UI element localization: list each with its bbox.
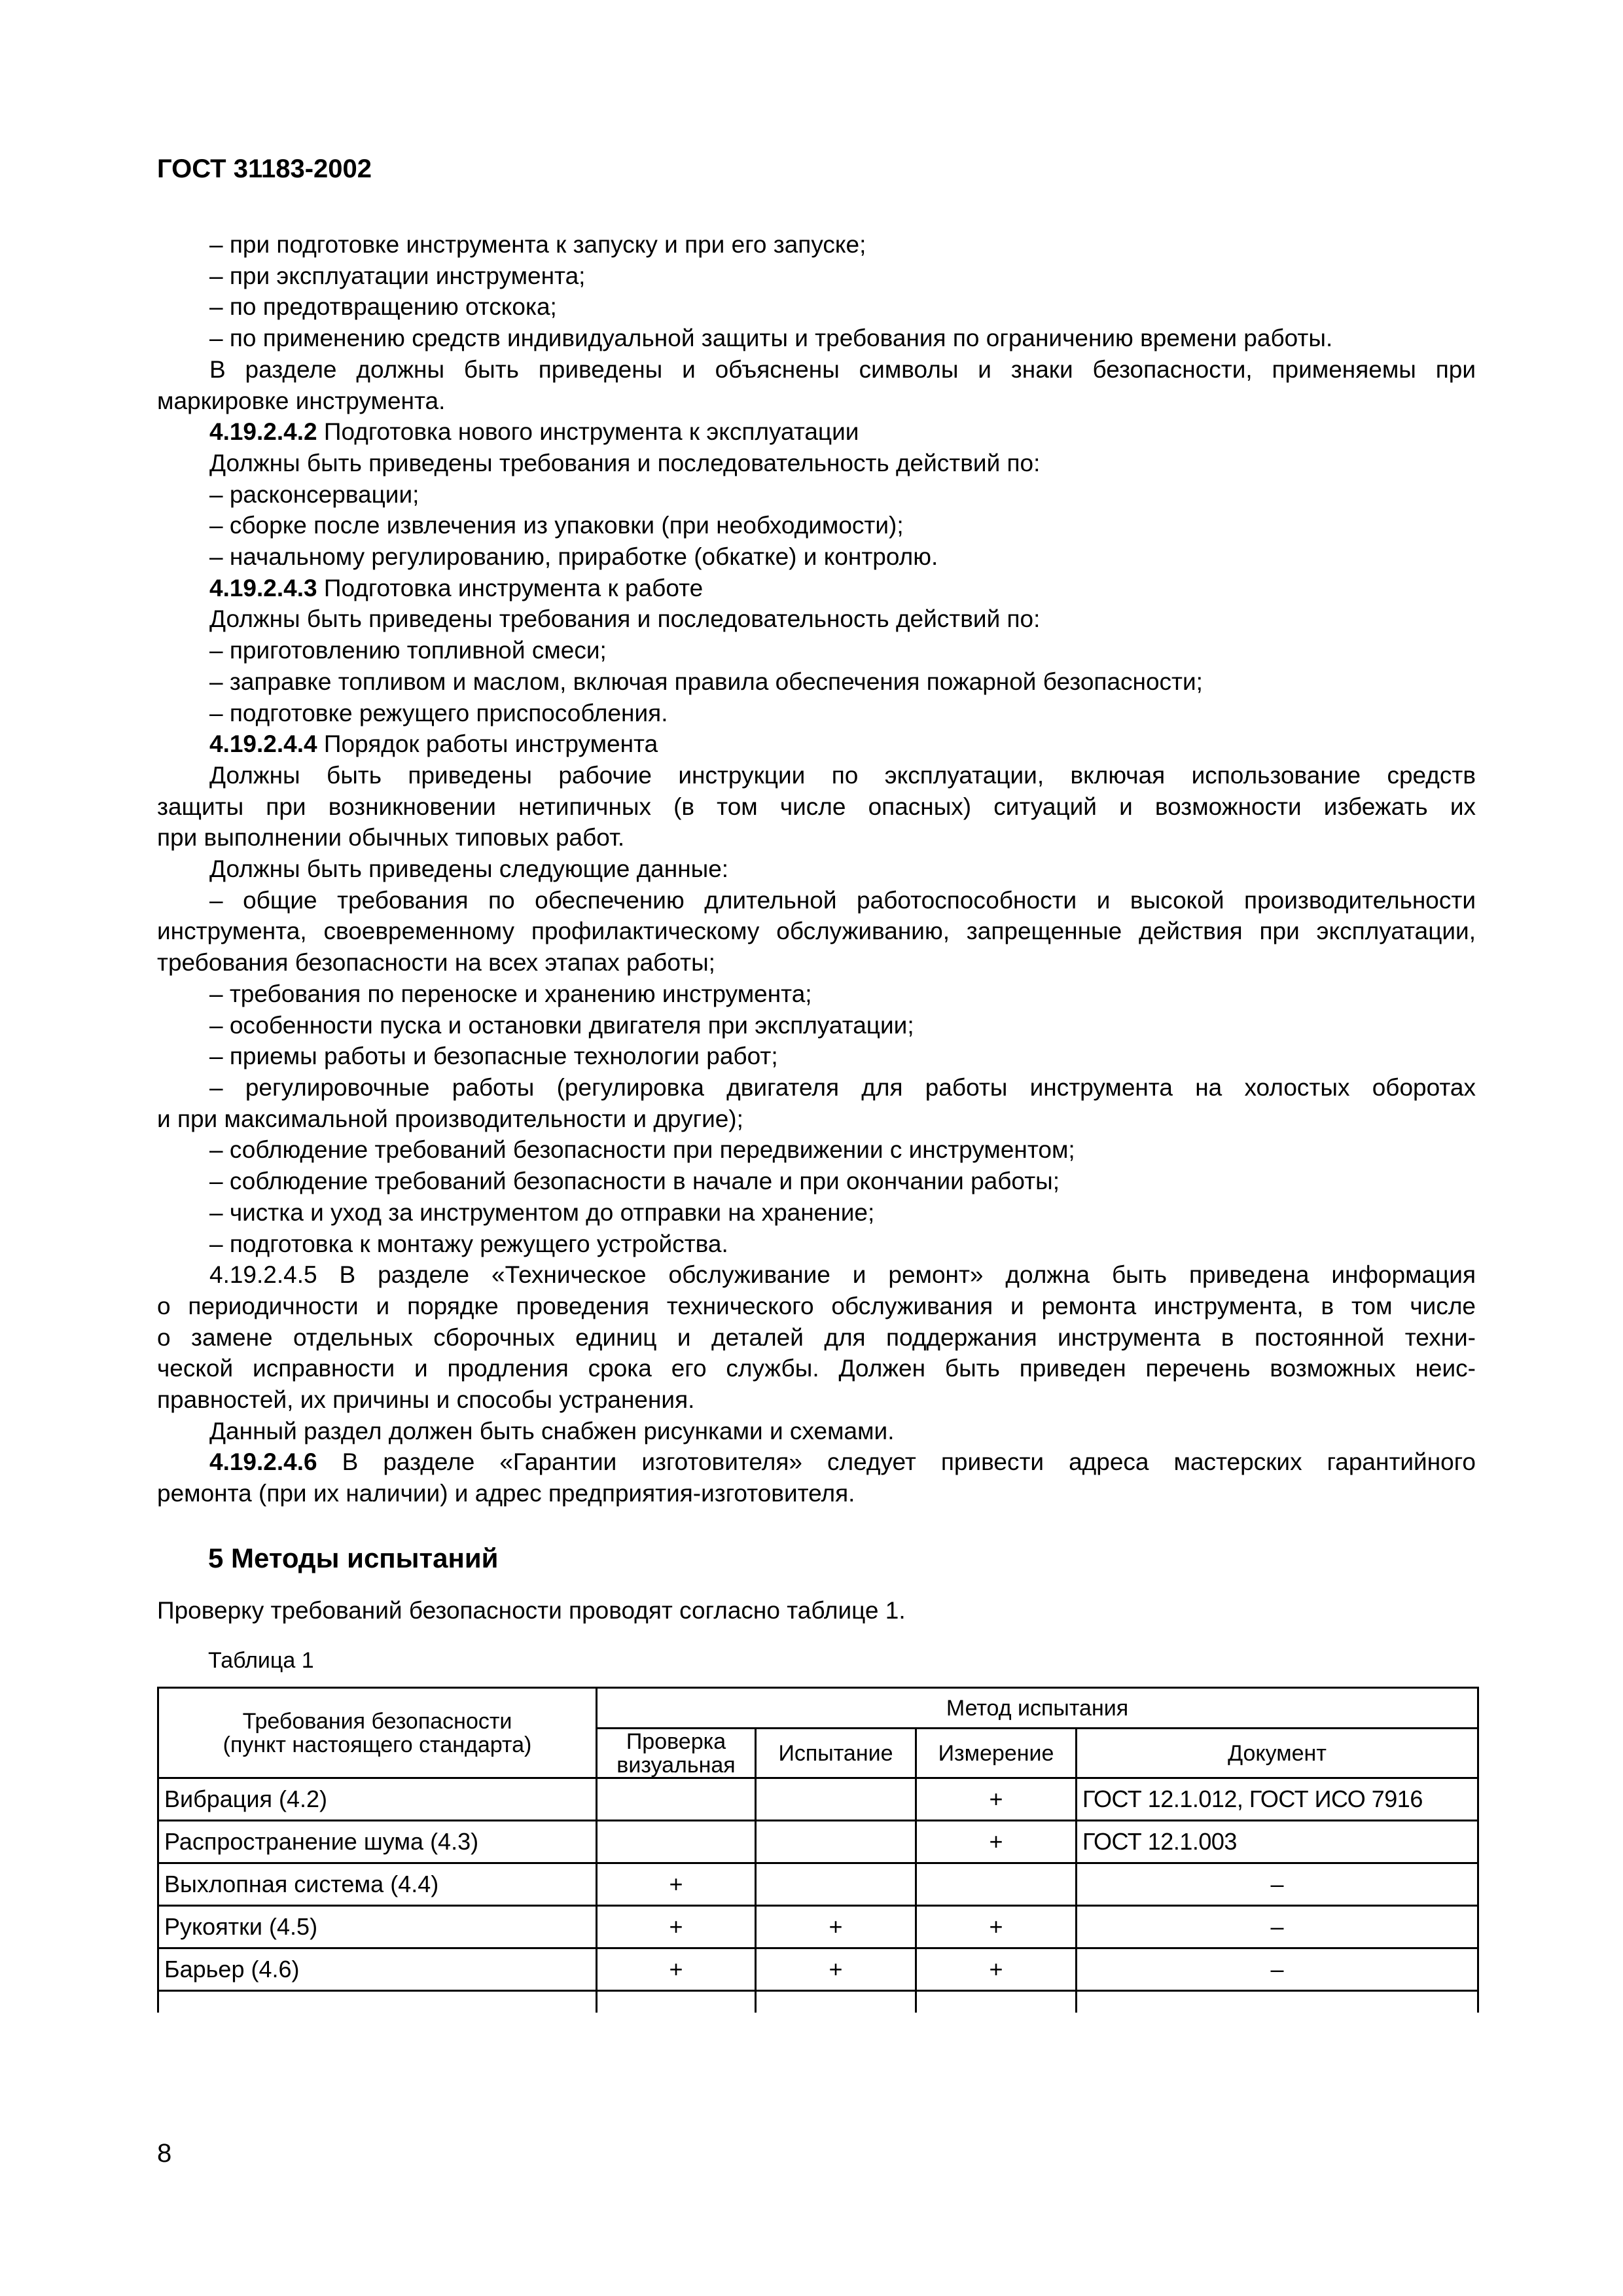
list-item: – по применению средств индивидуальной защиты и требования по ограничению времени работы. — [209, 325, 1333, 352]
list-item: – заправке топливом и маслом, включая правила обеспечения пожарной безопасности; — [209, 668, 1203, 695]
paragraph-line: ческой исправности и продления срока его службы. Должен быть приведен перечень возможных неис- — [157, 1355, 1476, 1382]
cell-visual: + — [597, 1863, 756, 1906]
cell-test — [756, 1821, 916, 1863]
cell-test: + — [756, 1948, 916, 1991]
cell-empty — [756, 1991, 916, 2013]
paragraph-line: Данный раздел должен быть снабжен рисунками и схемами. — [209, 1417, 895, 1444]
cell-visual: + — [597, 1948, 756, 1991]
list-item: – подготовке режущего приспособления. — [209, 699, 668, 726]
list-item: – расконсервации; — [209, 480, 419, 508]
cell-visual: + — [597, 1906, 756, 1948]
clause-heading — [157, 728, 1476, 760]
paragraph-line: требования безопасности на всех этапах работы; — [157, 949, 715, 977]
header-measurement: Измерение — [916, 1729, 1077, 1778]
list-item: – общие требования по обеспечению длительной работоспособности и высокой производительности — [209, 886, 1476, 914]
cell-measure: + — [916, 1948, 1077, 1991]
page-number: 8 — [157, 2139, 172, 2168]
paragraph-line: правностей, их причины и способы устранения. — [157, 1386, 695, 1414]
list-item: – требования по переноске и хранению инструмента; — [209, 980, 812, 1007]
list-item: – соблюдение требований безопасности в начале и при окончании работы; — [209, 1168, 1060, 1195]
paragraph-line: о замене отдельных сборочных единиц и деталей для поддержания инструмента в постоянной техни- — [157, 1323, 1476, 1351]
table-row — [158, 1948, 1478, 1991]
cell-empty — [916, 1991, 1077, 2013]
section-title: 5 Методы испытаний — [208, 1543, 499, 1573]
list-item: – соблюдение требований безопасности при передвижении с инструментом; — [209, 1136, 1075, 1164]
header-document: Документ — [1077, 1729, 1478, 1778]
paragraph-line: и при максимальной производительности и другие); — [157, 1105, 743, 1132]
cell-measure: + — [916, 1906, 1077, 1948]
cell-visual — [597, 1821, 756, 1863]
header-test: Испытание — [756, 1729, 916, 1778]
paragraph-line: 4.19.2.4.5 В разделе «Техническое обслуживание и ремонт» должна быть приведена информация — [209, 1261, 1476, 1289]
list-item: – по предотвращению отскока; — [209, 293, 557, 321]
clause-heading — [157, 573, 1476, 604]
paragraph-line: защиты при возникновении нетипичных (в том числе опасных) ситуаций и возможности избежать их — [157, 793, 1476, 820]
paragraph-line: при выполнении обычных типовых работ. — [157, 824, 625, 852]
paragraph-line: о периодичности и порядке проведения технического обслуживания и ремонта инструмента, в том числе — [157, 1292, 1476, 1319]
list-item: – приемы работы и безопасные технологии работ; — [209, 1043, 778, 1070]
list-item: – подготовка к монтажу режущего устройства. — [209, 1230, 728, 1257]
paragraph-line: Должны быть приведены следующие данные: — [209, 855, 729, 883]
table-row — [158, 1778, 1478, 1821]
cell-requirement: Выхлопная система (4.4) — [158, 1863, 597, 1906]
paragraph-line: маркировке инструмента. — [157, 387, 446, 414]
cell-requirement: Распространение шума (4.3) — [158, 1821, 597, 1863]
paragraph-line: ремонта (при их наличии) и адрес предприятия-изготовителя. — [157, 1480, 855, 1507]
test-methods-table — [157, 1687, 1479, 2013]
cell-empty — [158, 1991, 597, 2013]
clause-title: Порядок работы инструмента — [317, 730, 658, 758]
cell-requirement: Барьер (4.6) — [158, 1948, 597, 1991]
list-item: – особенности пуска и остановки двигателя при эксплуатации; — [209, 1011, 914, 1039]
cell-empty — [597, 1991, 756, 2013]
list-item: – регулировочные работы (регулировка двигателя для работы инструмента на холостых оборотах — [209, 1073, 1476, 1101]
cell-visual — [597, 1778, 756, 1821]
cell-document: ГОСТ 12.1.012, ГОСТ ИСО 7916 — [1077, 1778, 1478, 1821]
cell-document: ГОСТ 12.1.003 — [1077, 1821, 1478, 1863]
cell-test: + — [756, 1906, 916, 1948]
list-item: – сборке после извлечения из упаковки (при необходимости); — [209, 512, 904, 539]
cell-document: – — [1077, 1948, 1478, 1991]
paragraph-line: Должны быть приведены требования и последовательность действий по: — [209, 605, 1041, 633]
clause-title: Подготовка нового инструмента к эксплуатации — [317, 418, 859, 446]
list-item: – при эксплуатации инструмента; — [209, 262, 586, 289]
table-row — [158, 1863, 1478, 1906]
list-item: – чистка и уход за инструментом до отправки на хранение; — [209, 1198, 875, 1226]
cell-measure: + — [916, 1778, 1077, 1821]
clause-heading — [157, 1446, 1476, 1478]
cell-empty — [1077, 1991, 1478, 2013]
cell-requirement: Рукоятки (4.5) — [158, 1906, 597, 1948]
cell-test — [756, 1863, 916, 1906]
table-header-row — [158, 1688, 1478, 1729]
table-row — [158, 1906, 1478, 1948]
cell-test — [756, 1778, 916, 1821]
paragraph-line: Должны быть приведены рабочие инструкции по эксплуатации, включая использование средств — [209, 761, 1476, 789]
section-intro: Проверку требований безопасности проводят согласно таблице 1. — [157, 1597, 906, 1624]
list-item: – начальному регулированию, приработке (обкатке) и контролю. — [209, 543, 938, 571]
paragraph-line: инструмента, своевременному профилактическому обслуживанию, запрещенные действия при эксплуатации, — [157, 918, 1476, 945]
clause-title: В разделе «Гарантии изготовителя» следует привести адреса мастерских гарантийного — [317, 1448, 1476, 1476]
list-item: – приготовлению топливной смеси; — [209, 637, 607, 664]
cell-measure — [916, 1863, 1077, 1906]
body-text — [157, 229, 1476, 1509]
cell-requirement: Вибрация (4.2) — [158, 1778, 597, 1821]
table-row — [158, 1821, 1478, 1863]
clause-number: 4.19.2.4.2 — [209, 418, 317, 446]
table-caption: Таблица 1 — [208, 1648, 314, 1673]
clause-number: 4.19.2.4.3 — [209, 574, 317, 601]
paragraph-line: Должны быть приведены требования и последовательность действий по: — [209, 449, 1041, 476]
cell-document: – — [1077, 1906, 1478, 1948]
header-requirements: Требования безопасности (пункт настоящего стандарта) — [158, 1688, 597, 1778]
clause-number: 4.19.2.4.6 — [209, 1448, 317, 1476]
clause-title: Подготовка инструмента к работе — [317, 574, 704, 601]
document-header: ГОСТ 31183-2002 — [157, 154, 372, 183]
cell-document: – — [1077, 1863, 1478, 1906]
header-test-method: Метод испытания — [597, 1688, 1478, 1729]
table-row-continued — [158, 1991, 1478, 2013]
paragraph-line: В разделе должны быть приведены и объяснены символы и знаки безопасности, применяемы при — [209, 355, 1476, 383]
list-item: – при подготовке инструмента к запуску и при его запуске; — [209, 231, 866, 258]
clause-number: 4.19.2.4.4 — [209, 730, 317, 758]
clause-heading — [157, 416, 1476, 448]
header-visual-check: Проверка визуальная — [597, 1729, 756, 1778]
cell-measure: + — [916, 1821, 1077, 1863]
